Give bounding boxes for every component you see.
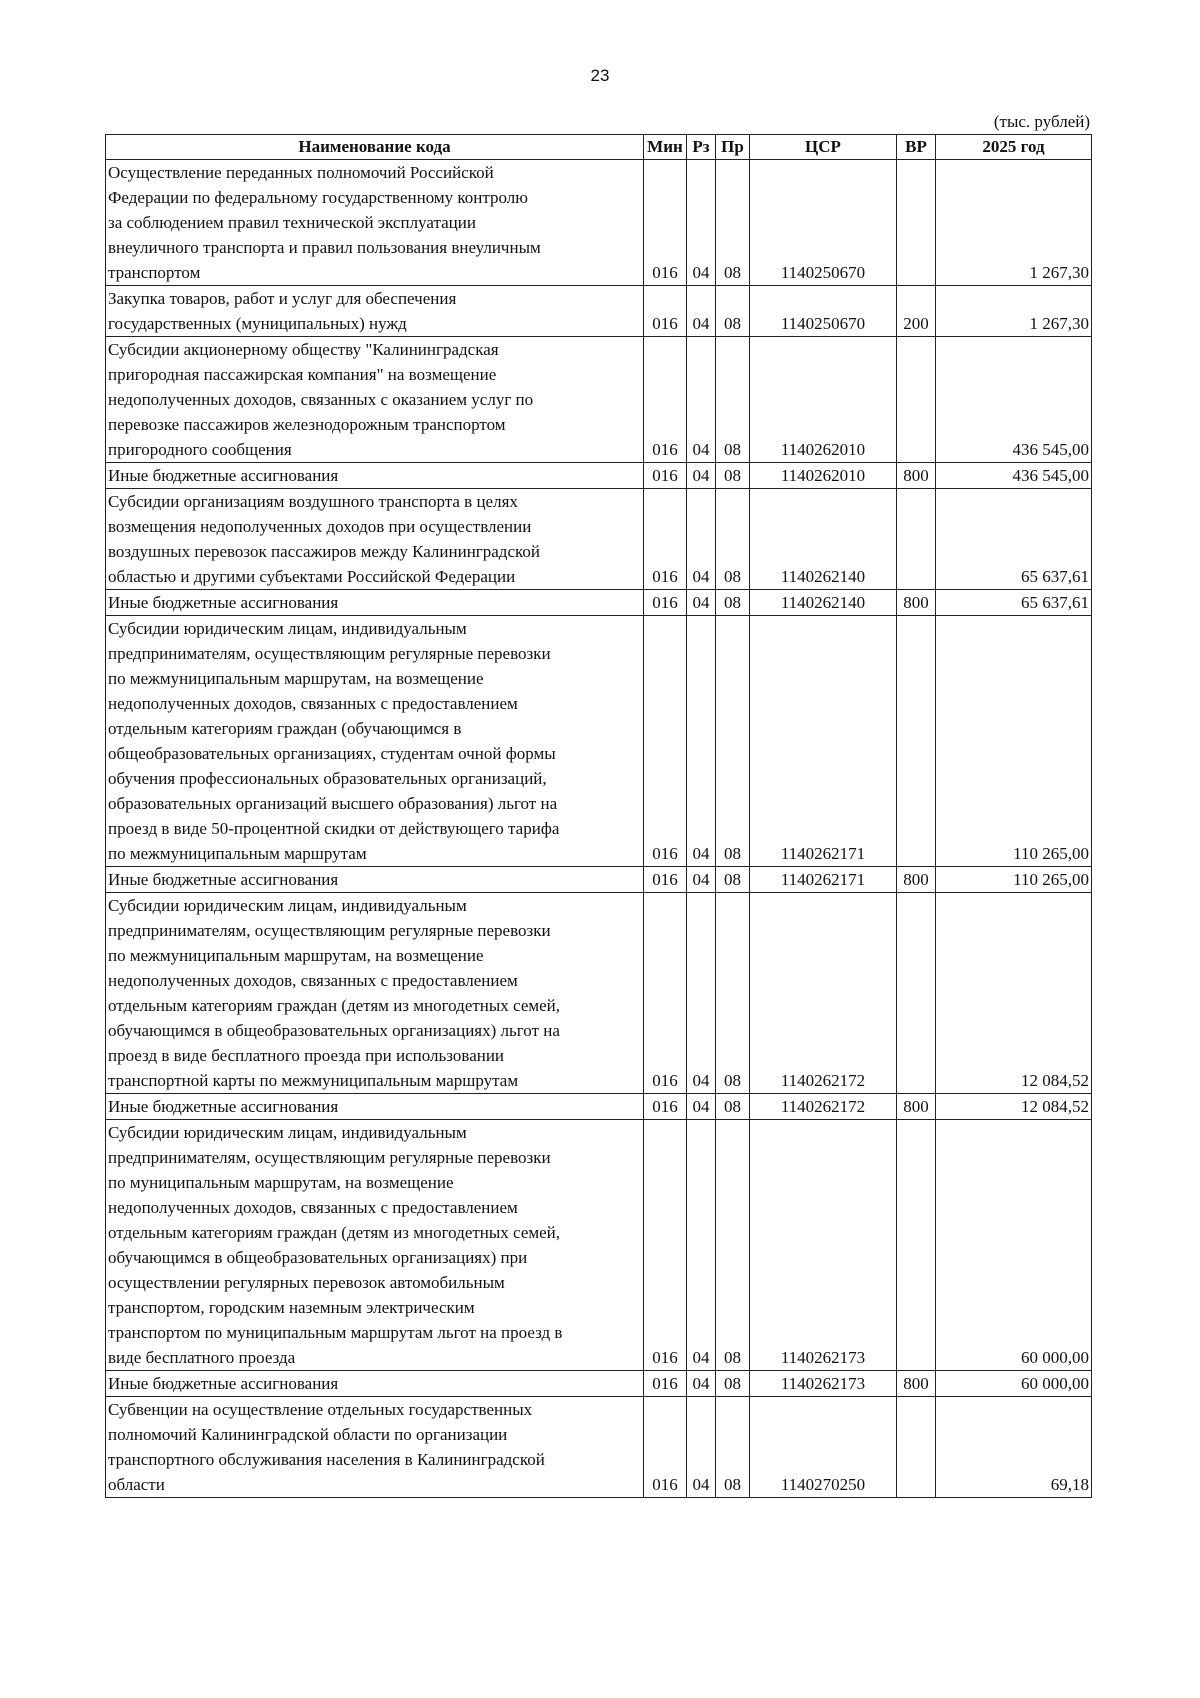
table-row bbox=[106, 286, 1092, 337]
row-csr: 1140262172 bbox=[750, 1094, 897, 1120]
row-amount: 65 637,61 bbox=[936, 489, 1092, 590]
row-min: 016 bbox=[644, 463, 687, 489]
row-name: Иные бюджетные ассигнования bbox=[106, 590, 644, 616]
row-csr: 1140250670 bbox=[750, 286, 897, 337]
row-csr: 1140250670 bbox=[750, 160, 897, 286]
header-vr: ВР bbox=[897, 135, 936, 160]
table-row bbox=[106, 1371, 1092, 1397]
row-csr: 1140262140 bbox=[750, 590, 897, 616]
row-amount: 1 267,30 bbox=[936, 160, 1092, 286]
row-min: 016 bbox=[644, 616, 687, 867]
row-name: Субсидии юридическим лицам, индивидуальным предпринимателям, осуществляющим регулярные перевозки по муниципальным маршрутам, на возмещение недополученных доходов, связанных с предоставлением отдельным категориям граждан (детям из многодетных семей, обучающимся в общеобразовательных организациях) при осуществлении регулярных перевозок автомобильным транспортом, городским наземным электрическим транспортом по муниципальным маршрутам льгот на проезд в виде бесплатного проезда bbox=[106, 1120, 644, 1371]
header-year: 2025 год bbox=[936, 135, 1092, 160]
row-vr bbox=[897, 616, 936, 867]
row-name: Осуществление переданных полномочий Российской Федерации по федеральному государственному контролю за соблюдением правил технической эксплуатации внеуличного транспорта и правил пользования внеуличным транспортом bbox=[106, 160, 644, 286]
units-label: (тыс. рублей) bbox=[993, 112, 1090, 131]
table-row bbox=[106, 1120, 1092, 1371]
row-min: 016 bbox=[644, 1397, 687, 1498]
row-vr bbox=[897, 1397, 936, 1498]
row-amount: 65 637,61 bbox=[936, 590, 1092, 616]
row-amount: 110 265,00 bbox=[936, 867, 1092, 893]
row-name: Иные бюджетные ассигнования bbox=[106, 867, 644, 893]
table-header-row bbox=[106, 135, 1092, 160]
row-amount: 436 545,00 bbox=[936, 337, 1092, 463]
row-amount: 12 084,52 bbox=[936, 893, 1092, 1094]
table-row bbox=[106, 160, 1092, 286]
row-vr: 800 bbox=[897, 867, 936, 893]
row-csr: 1140262173 bbox=[750, 1371, 897, 1397]
row-pr: 08 bbox=[716, 286, 750, 337]
row-rz: 04 bbox=[687, 893, 716, 1094]
row-pr: 08 bbox=[716, 160, 750, 286]
table-row bbox=[106, 893, 1092, 1094]
row-min: 016 bbox=[644, 160, 687, 286]
row-csr: 1140262010 bbox=[750, 337, 897, 463]
row-name: Иные бюджетные ассигнования bbox=[106, 1094, 644, 1120]
row-pr: 08 bbox=[716, 893, 750, 1094]
row-rz: 04 bbox=[687, 1094, 716, 1120]
row-amount: 110 265,00 bbox=[936, 616, 1092, 867]
row-amount: 12 084,52 bbox=[936, 1094, 1092, 1120]
row-vr: 800 bbox=[897, 1094, 936, 1120]
row-pr: 08 bbox=[716, 1120, 750, 1371]
row-pr: 08 bbox=[716, 1094, 750, 1120]
row-min: 016 bbox=[644, 893, 687, 1094]
row-min: 016 bbox=[644, 1371, 687, 1397]
row-name: Иные бюджетные ассигнования bbox=[106, 1371, 644, 1397]
row-name: Субсидии юридическим лицам, индивидуальным предпринимателям, осуществляющим регулярные перевозки по межмуниципальным маршрутам, на возмещение недополученных доходов, связанных с предоставлением отдельным категориям граждан (обучающимся в общеобразовательных организациях, студентам очной формы обучения профессиональных образовательных организаций, образовательных организаций высшего образования) льгот на проезд в виде 50-процентной скидки от действующего тарифа по межмуниципальным маршрутам bbox=[106, 616, 644, 867]
row-pr: 08 bbox=[716, 1397, 750, 1498]
row-min: 016 bbox=[644, 1120, 687, 1371]
row-csr: 1140262010 bbox=[750, 463, 897, 489]
row-name: Субвенции на осуществление отдельных государственных полномочий Калининградской области по организации транспортного обслуживания населения в Калининградской области bbox=[106, 1397, 644, 1498]
row-amount: 60 000,00 bbox=[936, 1120, 1092, 1371]
row-min: 016 bbox=[644, 867, 687, 893]
table-row bbox=[106, 337, 1092, 463]
row-vr bbox=[897, 337, 936, 463]
row-vr bbox=[897, 489, 936, 590]
header-rz: Рз bbox=[687, 135, 716, 160]
header-csr: ЦСР bbox=[750, 135, 897, 160]
row-min: 016 bbox=[644, 337, 687, 463]
row-csr: 1140262171 bbox=[750, 616, 897, 867]
table-row bbox=[106, 867, 1092, 893]
row-min: 016 bbox=[644, 286, 687, 337]
row-min: 016 bbox=[644, 489, 687, 590]
table-row bbox=[106, 590, 1092, 616]
row-pr: 08 bbox=[716, 616, 750, 867]
row-pr: 08 bbox=[716, 337, 750, 463]
row-rz: 04 bbox=[687, 489, 716, 590]
row-csr: 1140262140 bbox=[750, 489, 897, 590]
row-vr: 800 bbox=[897, 1371, 936, 1397]
row-pr: 08 bbox=[716, 1371, 750, 1397]
row-rz: 04 bbox=[687, 160, 716, 286]
row-rz: 04 bbox=[687, 463, 716, 489]
row-rz: 04 bbox=[687, 616, 716, 867]
row-name: Закупка товаров, работ и услуг для обеспечения государственных (муниципальных) нужд bbox=[106, 286, 644, 337]
row-rz: 04 bbox=[687, 1397, 716, 1498]
row-min: 016 bbox=[644, 590, 687, 616]
header-min: Мин bbox=[644, 135, 687, 160]
row-rz: 04 bbox=[687, 286, 716, 337]
row-csr: 1140262173 bbox=[750, 1120, 897, 1371]
row-csr: 1140262171 bbox=[750, 867, 897, 893]
row-min: 016 bbox=[644, 1094, 687, 1120]
row-name: Субсидии юридическим лицам, индивидуальным предпринимателям, осуществляющим регулярные перевозки по межмуниципальным маршрутам, на возмещение недополученных доходов, связанных с предоставлением отдельным категориям граждан (детям из многодетных семей, обучающимся в общеобразовательных организациях) льгот на проезд в виде бесплатного проезда при использовании транспортной карты по межмуниципальным маршрутам bbox=[106, 893, 644, 1094]
row-amount: 69,18 bbox=[936, 1397, 1092, 1498]
row-amount: 436 545,00 bbox=[936, 463, 1092, 489]
budget-table bbox=[105, 134, 1092, 1498]
row-rz: 04 bbox=[687, 1371, 716, 1397]
table-row bbox=[106, 489, 1092, 590]
row-name: Субсидии организациям воздушного транспорта в целях возмещения недополученных доходов при осуществлении воздушных перевозок пассажиров между Калининградской областью и другими субъектами Российской Федерации bbox=[106, 489, 644, 590]
table-row bbox=[106, 1397, 1092, 1498]
row-csr: 1140270250 bbox=[750, 1397, 897, 1498]
row-vr: 800 bbox=[897, 590, 936, 616]
header-pr: Пр bbox=[716, 135, 750, 160]
table-row bbox=[106, 616, 1092, 867]
row-csr: 1140262172 bbox=[750, 893, 897, 1094]
row-amount: 60 000,00 bbox=[936, 1371, 1092, 1397]
row-rz: 04 bbox=[687, 590, 716, 616]
row-pr: 08 bbox=[716, 867, 750, 893]
table-row bbox=[106, 1094, 1092, 1120]
row-pr: 08 bbox=[716, 489, 750, 590]
row-vr: 200 bbox=[897, 286, 936, 337]
table-row bbox=[106, 463, 1092, 489]
row-pr: 08 bbox=[716, 463, 750, 489]
row-amount: 1 267,30 bbox=[936, 286, 1092, 337]
row-rz: 04 bbox=[687, 1120, 716, 1371]
page-number: 23 bbox=[590, 66, 610, 85]
row-pr: 08 bbox=[716, 590, 750, 616]
row-rz: 04 bbox=[687, 337, 716, 463]
row-rz: 04 bbox=[687, 867, 716, 893]
row-vr: 800 bbox=[897, 463, 936, 489]
row-name: Субсидии акционерному обществу "Калининградская пригородная пассажирская компания" на возмещение недополученных доходов, связанных с оказанием услуг по перевозке пассажиров железнодорожным транспортом пригородного сообщения bbox=[106, 337, 644, 463]
row-vr bbox=[897, 1120, 936, 1371]
row-vr bbox=[897, 160, 936, 286]
row-vr bbox=[897, 893, 936, 1094]
header-name: Наименование кода bbox=[106, 135, 644, 160]
row-name: Иные бюджетные ассигнования bbox=[106, 463, 644, 489]
